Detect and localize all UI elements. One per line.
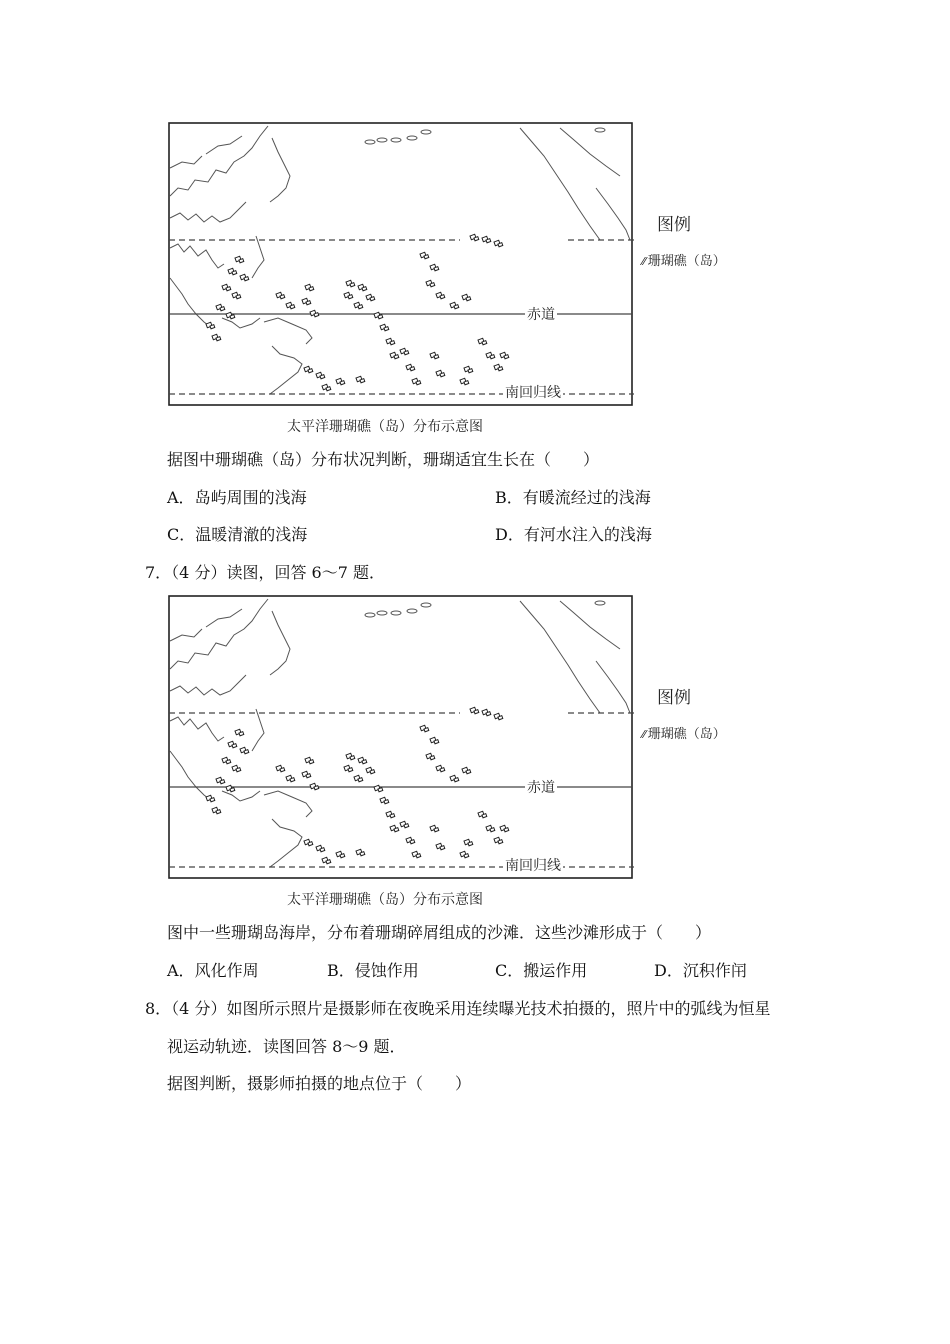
q7-header: 7．（4 分）读图，回答 6～7 题． bbox=[145, 563, 385, 582]
coral-reef-icon bbox=[350, 283, 355, 287]
coral-reef-icon bbox=[280, 295, 285, 299]
coral-reef-icon bbox=[394, 355, 399, 359]
option-letter: B． bbox=[495, 488, 523, 507]
coral-reef-icon bbox=[314, 313, 319, 317]
figure-caption: 太平洋珊瑚礁（岛）分布示意图 bbox=[287, 892, 483, 908]
coral-reef-icon bbox=[244, 750, 249, 754]
coral-reef-icon bbox=[390, 341, 395, 345]
coral-reef-icon bbox=[394, 828, 399, 832]
coral-reef-icon bbox=[434, 740, 439, 744]
coral-reef-icon bbox=[210, 325, 215, 329]
coral-reef-icon bbox=[326, 860, 331, 864]
option-letter: B． bbox=[327, 961, 355, 980]
q6-option-c[interactable] bbox=[167, 522, 307, 545]
q7-option-d[interactable] bbox=[654, 958, 747, 981]
coral-reef-icon bbox=[348, 768, 353, 772]
coral-reef-icon bbox=[384, 327, 389, 331]
coral-reef-icon bbox=[326, 387, 331, 391]
q6-option-d[interactable] bbox=[495, 522, 652, 545]
coral-reef-icon bbox=[440, 846, 445, 850]
coral-reef-icon bbox=[464, 854, 469, 858]
coral-reef-icon bbox=[482, 341, 487, 345]
coral-map-1 bbox=[160, 118, 750, 418]
coral-reef-icon bbox=[430, 756, 435, 760]
coral-reef-icon bbox=[482, 814, 487, 818]
legend-label: 珊瑚礁（岛） bbox=[647, 254, 726, 269]
coral-reef-icon bbox=[466, 770, 471, 774]
coral-reef-icon bbox=[410, 840, 415, 844]
q7-stem: 图中一些珊瑚岛海岸，分布着珊瑚碎屑组成的沙滩．这些沙滩形成于（ ） bbox=[167, 923, 712, 942]
coral-reef-icon bbox=[236, 768, 241, 772]
equator-label: 赤道 bbox=[525, 304, 557, 324]
coral-reef-icon bbox=[430, 283, 435, 287]
coral-reef-icon bbox=[320, 848, 325, 852]
q7-option-a[interactable] bbox=[167, 958, 259, 981]
coral-reef-icon bbox=[309, 287, 314, 291]
coral-reef-icon bbox=[216, 810, 221, 814]
map-frame bbox=[169, 596, 632, 878]
coral-reef-icon bbox=[308, 842, 313, 846]
coral-reef-icon bbox=[360, 379, 365, 383]
coral-reef-icon bbox=[464, 381, 469, 385]
coral-reef-icon bbox=[362, 760, 367, 764]
coral-reef-icon bbox=[454, 778, 459, 782]
coral-reef-icon bbox=[490, 355, 495, 359]
coral-reef-icon bbox=[210, 798, 215, 802]
q6-stem: 据图中珊瑚礁（岛）分布状况判断，珊瑚适宜生长在（ ） bbox=[167, 450, 600, 469]
q8-stem: 据图判断，摄影师拍摄的地点位于（ ） bbox=[167, 1074, 472, 1093]
coral-reef-icon bbox=[490, 828, 495, 832]
coral-reef-icon bbox=[404, 824, 409, 828]
coral-reef-icon bbox=[370, 297, 375, 301]
coral-reef-icon bbox=[232, 271, 237, 275]
coral-reef-icon bbox=[216, 337, 221, 341]
coral-reef-icon bbox=[314, 786, 319, 790]
coral-reef-icon bbox=[378, 315, 383, 319]
coral-reef-icon bbox=[309, 760, 314, 764]
option-text: 侵蚀作用 bbox=[354, 961, 419, 980]
coral-reef-icon bbox=[360, 852, 365, 856]
coral-reef-icon bbox=[226, 287, 231, 291]
option-text: 沉积作闬 bbox=[682, 961, 747, 980]
coral-reef-icon bbox=[362, 287, 367, 291]
coral-reef-icon bbox=[404, 351, 409, 355]
option-letter: C． bbox=[495, 961, 524, 980]
coral-reef-icon bbox=[498, 243, 503, 247]
coral-reef-icon bbox=[498, 367, 503, 371]
coral-reef-icon bbox=[350, 756, 355, 760]
coral-reef-icon bbox=[308, 369, 313, 373]
coral-reef-icon bbox=[474, 710, 479, 714]
coral-reef-icon bbox=[306, 774, 311, 778]
option-letter: D． bbox=[654, 961, 683, 980]
coral-reef-icon bbox=[384, 800, 389, 804]
option-letter: A． bbox=[167, 488, 195, 507]
coral-reef-icon bbox=[498, 716, 503, 720]
coral-reef-icon bbox=[416, 854, 421, 858]
coral-reef-icon bbox=[434, 355, 439, 359]
coral-reef-icon bbox=[340, 381, 345, 385]
option-letter: A． bbox=[167, 961, 195, 980]
coral-reef-icon bbox=[390, 814, 395, 818]
coral-reef-icon bbox=[236, 295, 241, 299]
legend-title: 图例 bbox=[657, 688, 691, 708]
coral-reef-icon bbox=[244, 277, 249, 281]
option-text: 有暖流经过的浅海 bbox=[522, 488, 651, 507]
coral-reef-icon bbox=[486, 712, 491, 716]
coral-reef-icon bbox=[370, 770, 375, 774]
coral-reef-icon bbox=[306, 301, 311, 305]
coral-reef-icon: ⁄⁄ bbox=[642, 728, 646, 741]
q7-option-c[interactable] bbox=[495, 958, 587, 981]
legend-coral-reef bbox=[642, 250, 726, 269]
coral-reef-icon bbox=[280, 768, 285, 772]
option-text: 岛屿周围的浅海 bbox=[194, 488, 307, 507]
coral-reef-icon bbox=[378, 788, 383, 792]
coral-reef-icon bbox=[410, 367, 415, 371]
coral-reef-icon bbox=[320, 375, 325, 379]
coral-reef-icon bbox=[504, 355, 509, 359]
map-frame bbox=[169, 123, 632, 405]
coral-reef-icon bbox=[290, 778, 295, 782]
q6-option-b[interactable] bbox=[495, 485, 651, 508]
legend-label: 珊瑚礁（岛） bbox=[647, 727, 726, 742]
coral-reef-icon bbox=[434, 267, 439, 271]
coral-reef-icon bbox=[504, 828, 509, 832]
q8-header-line1: 8．（4 分）如图所示照片是摄影师在夜晚采用连续曝光技术拍摄的，照片中的弧线为恒星 bbox=[145, 999, 771, 1018]
coral-reef-icon bbox=[474, 237, 479, 241]
coral-reef-icon bbox=[358, 305, 363, 309]
coral-reef-icon bbox=[424, 728, 429, 732]
coral-reef-icon bbox=[239, 732, 244, 736]
coral-reef-icon bbox=[424, 255, 429, 259]
option-text: 风化作周 bbox=[194, 961, 259, 980]
coral-reef-icon bbox=[358, 778, 363, 782]
q7-option-b[interactable] bbox=[327, 958, 419, 981]
coral-reef-icon bbox=[230, 315, 235, 319]
coral-map-2 bbox=[160, 591, 750, 891]
legend-coral-reef bbox=[642, 723, 726, 742]
coral-reef-icon bbox=[348, 295, 353, 299]
option-letter: D． bbox=[495, 525, 524, 544]
option-text: 温暖清澈的浅海 bbox=[195, 525, 308, 544]
coral-reef-icon bbox=[232, 744, 237, 748]
coral-reef-icon bbox=[440, 768, 445, 772]
coral-reef-icon: ⁄⁄ bbox=[642, 255, 646, 268]
equator-label: 赤道 bbox=[525, 777, 557, 797]
coral-reef-icon bbox=[434, 828, 439, 832]
coral-reef-icon bbox=[230, 788, 235, 792]
option-text: 有河水注入的浅海 bbox=[523, 525, 652, 544]
tropic-of-capricorn-label: 南回归线 bbox=[503, 382, 563, 402]
coral-reef-icon bbox=[440, 295, 445, 299]
coral-reef-icon bbox=[416, 381, 421, 385]
coral-reef-icon bbox=[340, 854, 345, 858]
coral-reef-icon bbox=[220, 780, 225, 784]
option-letter: C． bbox=[167, 525, 196, 544]
coral-reef-icon bbox=[466, 297, 471, 301]
coral-reef-icon bbox=[468, 369, 473, 373]
coral-reef-icon bbox=[290, 305, 295, 309]
figure-caption: 太平洋珊瑚礁（岛）分布示意图 bbox=[287, 419, 483, 435]
coral-reef-icon bbox=[226, 760, 231, 764]
option-text: 搬运作用 bbox=[523, 961, 588, 980]
coral-reef-icon bbox=[440, 373, 445, 377]
tropic-of-capricorn-label: 南回归线 bbox=[503, 855, 563, 875]
legend-title: 图例 bbox=[657, 215, 691, 235]
coral-reef-icon bbox=[239, 259, 244, 263]
q8-header-line2: 视运动轨迹．读图回答 8～9 题． bbox=[167, 1037, 406, 1056]
coral-reef-icon bbox=[498, 840, 503, 844]
coral-reef-icon bbox=[220, 307, 225, 311]
coral-reef-icon bbox=[454, 305, 459, 309]
coral-reef-icon bbox=[468, 842, 473, 846]
q6-option-a[interactable] bbox=[167, 485, 307, 508]
coral-reef-icon bbox=[486, 239, 491, 243]
